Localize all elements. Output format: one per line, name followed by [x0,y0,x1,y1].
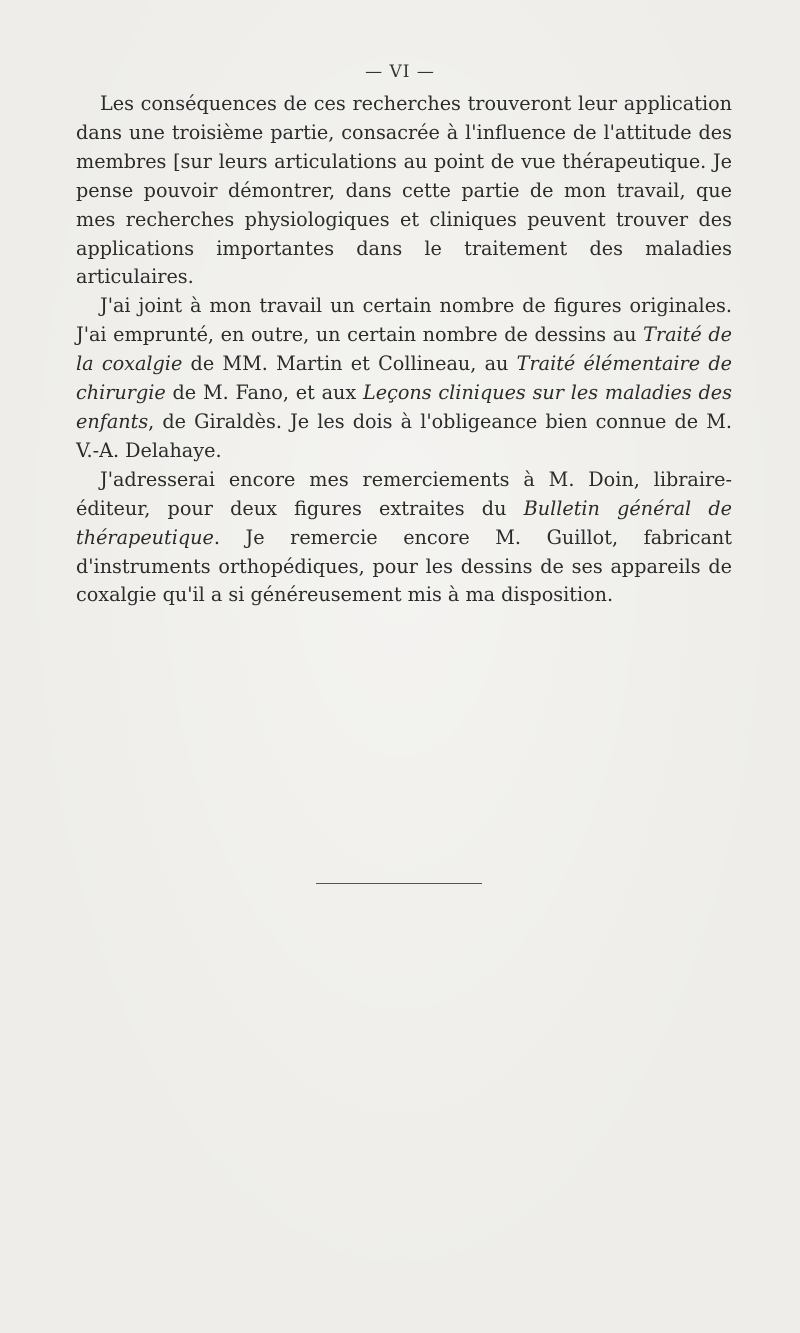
paragraph-1 [76,90,732,292]
paragraph-segment: J'adresserai encore mes remerciements à M. Doin, libraire-éditeur, pour deux figures extraites du [76,467,732,520]
book-title: Traité élémentaire de chirurgie [76,352,732,405]
book-title: Leçons cliniques sur les maladies des enfants [76,381,732,433]
body-text [76,90,732,610]
book-title: Bulletin général de thérapeutique [76,496,732,549]
paragraph-3 [76,466,732,611]
closing-rule [316,883,482,884]
paragraph-segment: , de Giraldès. Je les dois à l'obligeance bien connue de M. V.-A. Delahaye. [76,409,732,462]
paragraph-segment: J'ai joint à mon travail un certain nombre de figures originales. J'ai emprunté, en outre, un certain nombre de dessins au [76,294,732,347]
paragraph-segment: de M. Fano, et aux [165,381,364,405]
paragraph-segment: . Je remercie encore M. Guillot, fabricant d'instruments orthopédiques, pour les dessins de ses appareils de coxalgie qu'il a si généreusement mis à ma disposition. [76,525,732,607]
paragraph-2 [76,292,732,465]
book-title: Traité de la coxalgie [76,323,732,376]
paragraph-segment: de MM. Martin et Collineau, au [182,352,517,376]
page-number: — VI — [365,62,435,82]
paragraph-segment: Les conséquences de ces recherches trouveront leur application dans une troisième partie, consacrée à l'influence de l'attitude des membres [sur leurs articulations au point de vue thérapeutique. Je pense pouvoir démontrer, dans cette partie de mon travail, que mes recherches physiologiques et cliniques peuvent trouver des applications importantes dans le traitement des maladies articulaires. [76,92,732,289]
